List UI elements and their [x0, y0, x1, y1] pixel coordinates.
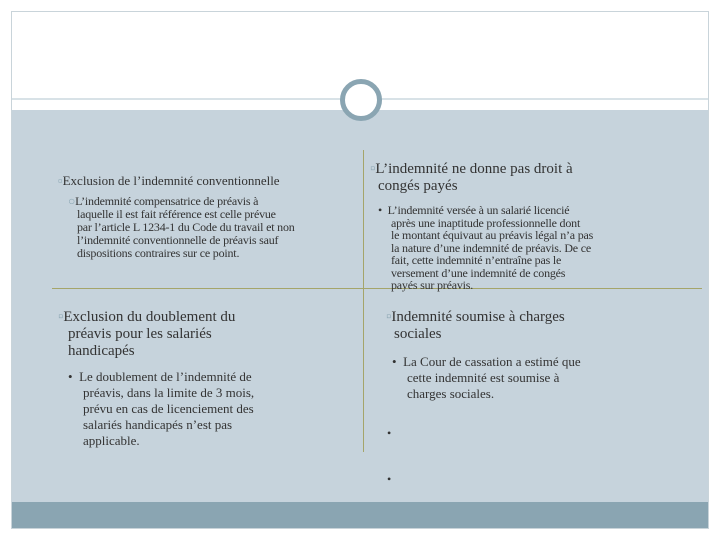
top-right-line: fait, cette indemnité n’entraîne pas le	[391, 253, 562, 267]
bottom-left-line: préavis, dans la limite de 3 mois,	[83, 385, 255, 400]
footer-bar	[12, 502, 708, 528]
square-bullet-icon: ▫	[386, 309, 392, 325]
bottom-right-line: cette indemnité est soumise à	[407, 370, 560, 385]
dot-bullet-icon: •	[378, 203, 383, 217]
dot-bullet-icon: •	[392, 354, 397, 369]
dot-bullet-icon: •	[68, 369, 73, 384]
top-left-heading	[58, 173, 358, 189]
bottom-left-line: applicable.	[83, 433, 140, 448]
top-right-line: L’indemnité versée à un salarié licencié	[387, 203, 570, 217]
top-right-heading	[370, 161, 670, 195]
square-bullet-icon: ▫	[370, 161, 376, 177]
top-left-body	[68, 195, 350, 260]
empty-bullet-icon: •	[387, 472, 392, 486]
top-left-line: l’indemnité conventionnelle de préavis sauf	[77, 233, 279, 247]
top-right-body	[378, 204, 668, 292]
top-left-heading-text: Exclusion de l’indemnité conventionnelle	[62, 173, 280, 188]
vertical-divider	[363, 150, 364, 452]
bottom-right-line: charges sociales.	[407, 386, 495, 401]
bottom-left-line: prévu en cas de licenciement des	[83, 401, 254, 416]
bottom-left-heading	[58, 309, 348, 360]
top-left-line: L’indemnité compensatrice de préavis à	[75, 194, 259, 208]
top-right-heading-line: L’indemnité ne donne pas droit à	[375, 161, 573, 177]
bottom-right-heading-line: sociales	[394, 326, 442, 342]
top-right-line: le montant équivaut au préavis légal n’a pas	[391, 228, 594, 242]
bottom-left-body	[68, 369, 338, 449]
top-right-heading-line: congés payés	[378, 178, 458, 194]
top-left-line: laquelle il est fait référence est celle prévue	[77, 207, 276, 221]
empty-bullet-icon: •	[387, 426, 392, 440]
bottom-left-heading-line: Exclusion du doublement du	[63, 309, 236, 325]
bottom-left-line: Le doublement de l’indemnité de	[79, 369, 252, 384]
bottom-right-body	[392, 354, 672, 402]
top-left-line: dispositions contraires sur ce point.	[77, 246, 240, 260]
circle-bullet-icon: ○	[68, 194, 76, 208]
top-right-line: après une inaptitude professionnelle dont	[391, 215, 581, 230]
decorative-circle-icon	[340, 79, 382, 121]
bottom-right-line: La Cour de cassation a estimé que	[403, 354, 581, 369]
top-right-line: versement d’une indemnité de congés	[391, 265, 566, 280]
top-right-line: la nature d’une indemnité de préavis. De ce	[391, 240, 591, 255]
bottom-right-heading	[386, 309, 686, 343]
bottom-left-heading-line: préavis pour les salariés	[68, 326, 212, 342]
bottom-left-heading-line: handicapés	[68, 343, 135, 359]
square-bullet-icon: ▫	[58, 309, 64, 325]
bottom-left-line: salariés handicapés n’est pas	[83, 417, 233, 432]
top-right-line: payés sur préavis.	[391, 278, 474, 292]
square-bullet-icon: ▫	[58, 173, 63, 188]
bottom-right-heading-line: Indemnité soumise à charges	[391, 309, 565, 325]
top-left-line: par l’article L 1234-1 du Code du travail et non	[77, 220, 295, 234]
